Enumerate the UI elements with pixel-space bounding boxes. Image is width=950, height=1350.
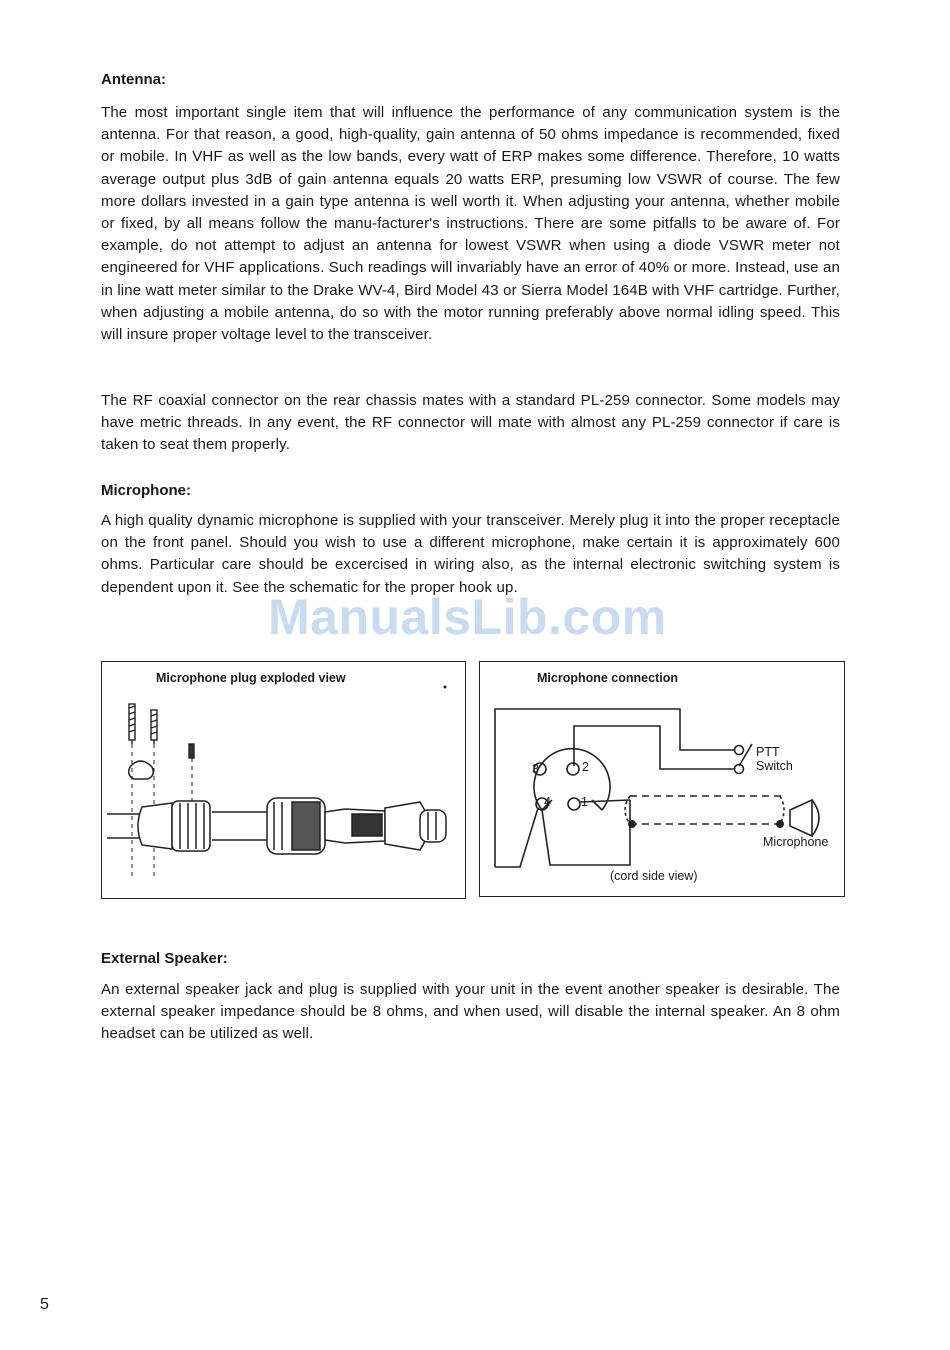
- ptt-label: PTT: [756, 745, 780, 759]
- connection-schematic: [480, 662, 844, 896]
- switch-label: Switch: [756, 759, 793, 773]
- microphone-paragraph: A high quality dynamic microphone is supplied with your transceiver. Merely plug it into the proper receptacle on the front panel. Should you wish to use a different microphone, make certain it is approximately 600 ohms. Particular care should be excercised in wiring also, as the internal electronic switching system is dependent upon it. See the schematic for the proper hook up.: [101, 512, 840, 596]
- antenna-paragraph: The most important single item that will influence the performance of any communication system is the antenna. For that reason, a good, high-quality, gain antenna of 50 ohms impedance is recommended, fixed or mobile. In VHF as well as the low bands, every watt of ERP makes some difference. Therefore, 10 watts average output plus 3dB of gain antenna equals 20 watts ERP, presuming low VSWR of course. The few more dollars invested in a gain type antenna is well worth it. When adjusting your antenna, whether mobile or fixed, by all means follow the manu-facturer's instructions. There are some pitfalls to be aware of. For example, do not attempt to adjust an antenna for lowest VSWR when using a diode VSWR meter not engineered for VHF applications. Such readings will invariably have an error of 40% or more. Instead, use an in line watt meter similar to the Drake WV-4, Bird Model 43 or Sierra Model 164B with VHF cartridge. Further, when adjusting a mobile antenna, do so with the motor running preferably above normal idling speed. This will insure proper voltage level to the transceiver.: [101, 104, 840, 344]
- exploded-view-drawing: [102, 662, 465, 898]
- external-speaker-heading: External Speaker:: [101, 950, 228, 967]
- microphone-label: Microphone: [763, 835, 829, 849]
- page-number: 5: [40, 1296, 49, 1313]
- rf-connector-paragraph: The RF coaxial connector on the rear chassis mates with a standard PL-259 connector. Some models may have metric threads. In any event, the RF connector will mate with almost any PL-259 connector if care is taken to seat them properly.: [101, 392, 840, 454]
- pin-2-label: 2: [582, 760, 589, 774]
- exploded-view-figure: [101, 661, 466, 899]
- exploded-view-title: Microphone plug exploded view: [156, 671, 346, 685]
- watermark: ManualsLib.com: [268, 589, 667, 645]
- connection-title: Microphone connection: [537, 671, 678, 685]
- cord-side-caption: (cord side view): [610, 869, 698, 883]
- external-speaker-paragraph: An external speaker jack and plug is supplied with your unit in the event another speaker is desirable. The external speaker impedance should be 8 ohms, and when used, will disable the internal speaker. An 8 ohm headset can be utilized as well.: [101, 981, 840, 1043]
- pin-3-label: 3: [532, 762, 539, 776]
- pin-1-label: 1: [581, 795, 588, 809]
- microphone-heading: Microphone:: [101, 482, 191, 499]
- connection-figure: [479, 661, 845, 897]
- antenna-heading: Antenna:: [101, 71, 166, 88]
- pin-4-label: 4: [544, 795, 551, 809]
